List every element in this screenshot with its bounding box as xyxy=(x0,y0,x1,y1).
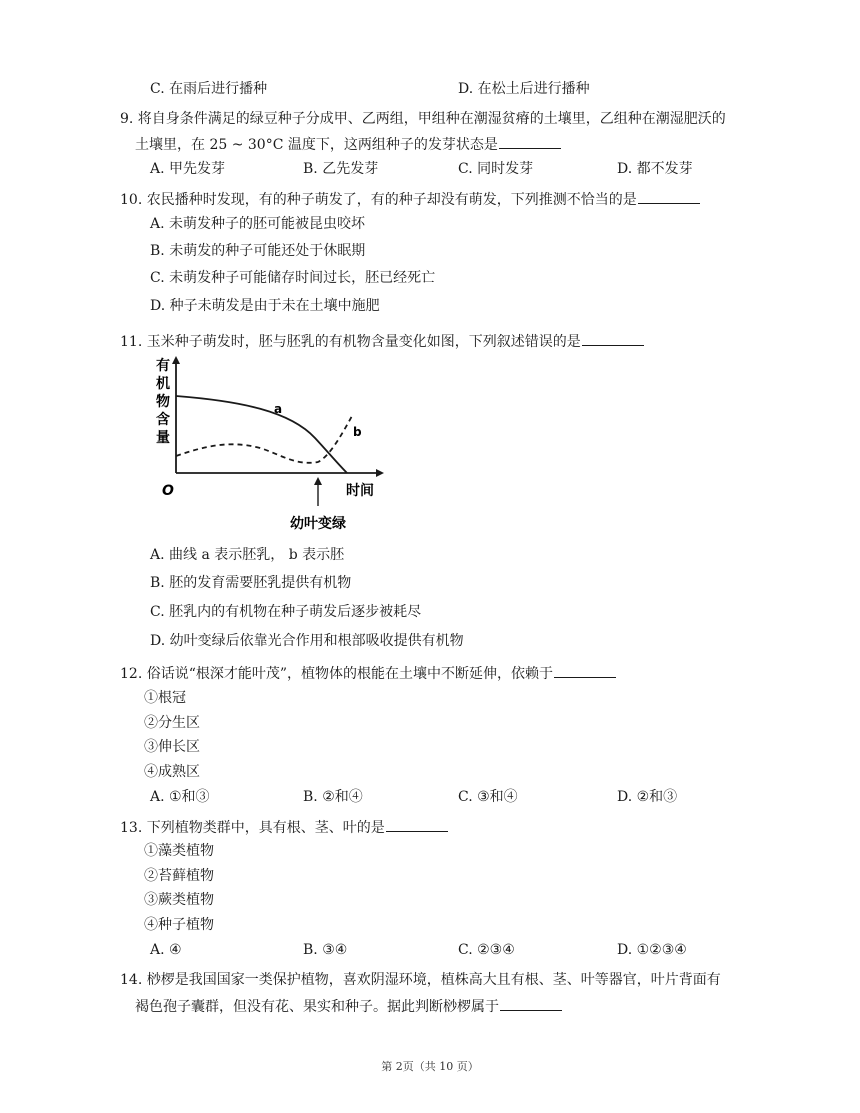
option-c: C. ②③④ xyxy=(458,942,515,958)
option-b: B. ②和④ xyxy=(303,789,363,805)
option-b: B. ③④ xyxy=(303,942,348,958)
q14-stem-line2: 褐色孢子囊群，但没有花、果实和种子。据此判断桫椤属于 xyxy=(135,996,562,1017)
x-axis-label: 时间 xyxy=(346,483,374,499)
option-b: B. 未萌发的种子可能还处于休眠期 xyxy=(150,243,366,259)
option-c: C. 同时发芽 xyxy=(458,161,534,177)
y-axis-label-char: 含 xyxy=(156,412,170,428)
q11-stem: 11. 玉米种子萌发时，胚与胚乳的有机物含量变化如图，下列叙述错误的是 xyxy=(120,331,644,352)
q12-stem: 12. 俗话说“根深才能叶茂”，植物体的根能在土壤中不断延伸，依赖于 xyxy=(120,663,616,684)
list-item: ②苔藓植物 xyxy=(144,868,214,884)
option-a: A. 曲线 a 表示胚乳， b 表示胚 xyxy=(150,547,345,563)
option-a: A. 未萌发种子的胚可能被昆虫咬坏 xyxy=(150,216,366,232)
option-c: C. 未萌发种子可能储存时间过长，胚已经死亡 xyxy=(150,270,436,286)
list-item: ③蕨类植物 xyxy=(144,892,214,908)
organic-matter-graph xyxy=(150,356,390,538)
q9-stem-line2: 土壤里，在 25 ~ 30°C 温度下，这两组种子的发芽状态是 xyxy=(135,134,561,155)
option-c: C. 胚乳内的有机物在种子萌发后逐步被耗尽 xyxy=(150,604,422,620)
option-d: D. 种子未萌发是由于未在土壤中施肥 xyxy=(150,298,380,314)
q8-option-d: D. 在松土后进行播种 xyxy=(458,81,590,97)
curve-a xyxy=(176,396,347,473)
option-d: D. 幼叶变绿后依靠光合作用和根部吸收提供有机物 xyxy=(150,633,464,649)
y-axis-arrow xyxy=(172,356,180,364)
y-axis-label-char: 有 xyxy=(156,358,170,374)
origin-label: O xyxy=(162,483,174,499)
list-item: ④成熟区 xyxy=(144,764,200,780)
list-item: ①根冠 xyxy=(144,690,186,706)
answer-blank xyxy=(554,663,616,678)
curve-a-label: a xyxy=(274,402,283,416)
q13-stem: 13. 下列植物类群中，具有根、茎、叶的是 xyxy=(120,817,448,838)
q10-stem: 10. 农民播种时发现，有的种子萌发了，有的种子却没有萌发，下列推测不恰当的是 xyxy=(120,189,700,210)
answer-blank xyxy=(638,189,700,204)
y-axis-label-char: 量 xyxy=(156,430,170,446)
answer-blank xyxy=(386,817,448,832)
option-b: B. 乙先发芽 xyxy=(303,161,379,177)
option-a: A. 甲先发芽 xyxy=(150,161,226,177)
page-footer: 第 2页（共 10 页） xyxy=(381,1060,479,1073)
q9-stem-line1: 9. 将自身条件满足的绿豆种子分成甲、乙两组，甲组种在潮湿贫瘠的土壤里，乙组种在潮湿肥沃的 xyxy=(120,111,726,127)
answer-blank xyxy=(582,331,644,346)
option-a: A. ④ xyxy=(150,942,182,958)
answer-blank xyxy=(500,996,562,1011)
option-c: C. ③和④ xyxy=(458,789,518,805)
list-item: ③伸长区 xyxy=(144,739,200,755)
marker-arrow-head xyxy=(314,477,322,485)
option-a: A. ①和③ xyxy=(150,789,210,805)
q8-option-c: C. 在雨后进行播种 xyxy=(150,81,268,97)
curve-b-label: b xyxy=(353,425,362,439)
y-axis-label-char: 物 xyxy=(156,394,170,410)
x-axis-arrow xyxy=(376,469,384,477)
list-item: ①藻类植物 xyxy=(144,843,214,859)
option-b: B. 胚的发育需要胚乳提供有机物 xyxy=(150,575,352,591)
option-d: D. ①②③④ xyxy=(617,942,687,958)
y-axis-label-char: 机 xyxy=(156,376,170,392)
option-d: D. ②和③ xyxy=(617,789,678,805)
curve-b xyxy=(176,416,352,463)
answer-blank xyxy=(499,134,561,149)
list-item: ②分生区 xyxy=(144,715,200,731)
option-d: D. 都不发芽 xyxy=(617,161,693,177)
q14-stem-line1: 14. 桫椤是我国国家一类保护植物，喜欢阴湿环境，植株高大且有根、茎、叶等器官，叶片背面有 xyxy=(120,972,721,988)
list-item: ④种子植物 xyxy=(144,917,214,933)
marker-label: 幼叶变绿 xyxy=(290,516,346,532)
